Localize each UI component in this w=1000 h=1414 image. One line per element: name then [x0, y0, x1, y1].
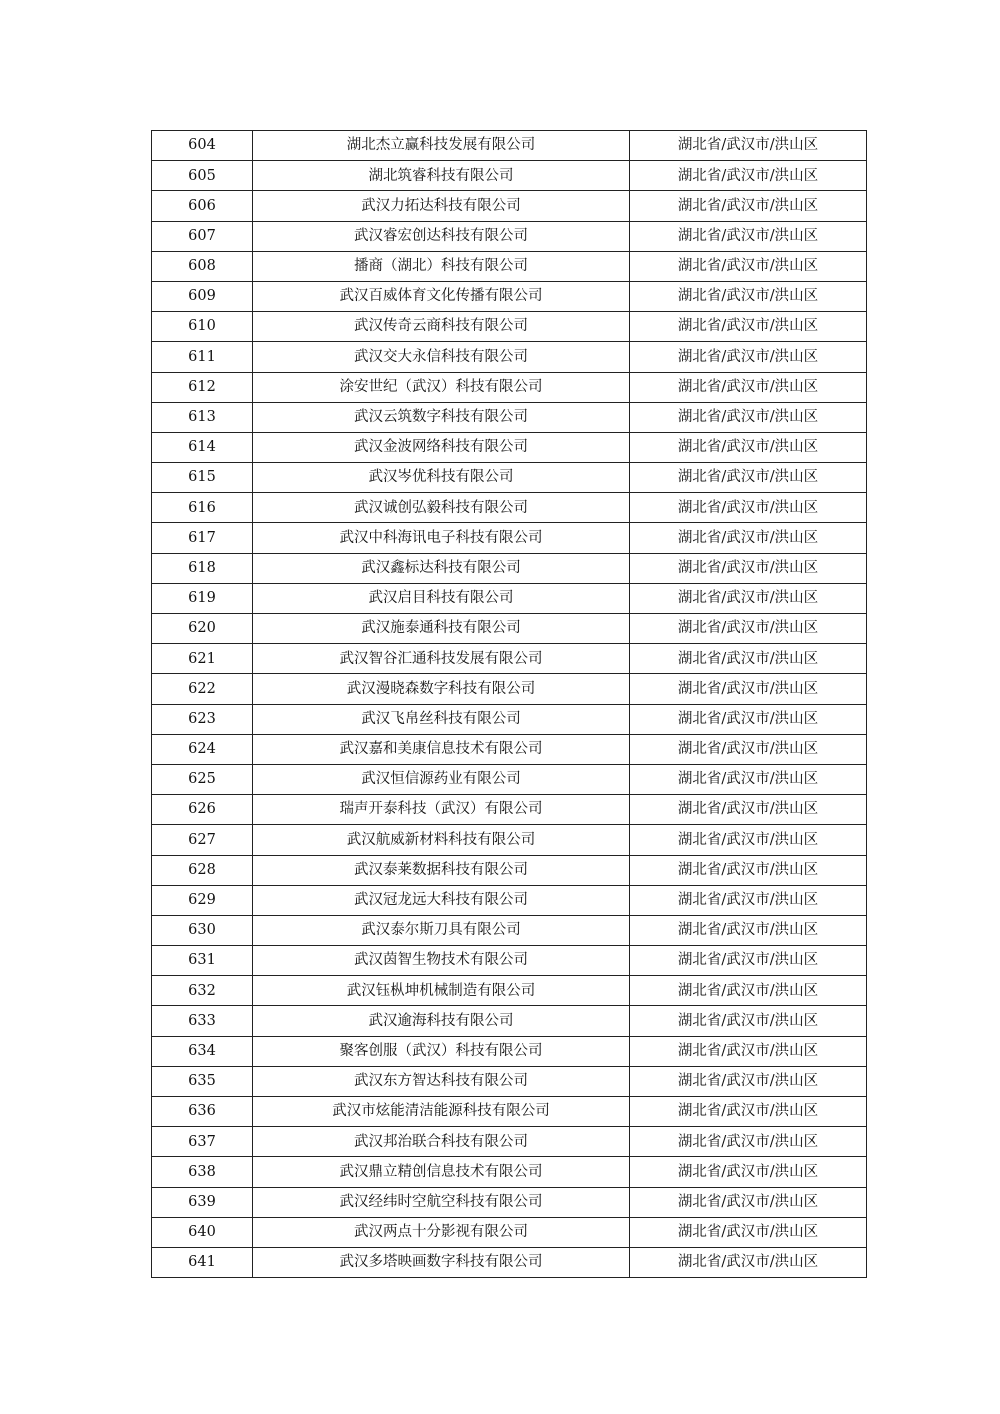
table-row: [152, 463, 867, 493]
location-cell: 湖北省/武汉市/洪山区: [630, 764, 867, 794]
location-cell: 湖北省/武汉市/洪山区: [630, 281, 867, 311]
table-row: [152, 644, 867, 674]
company-name-cell: 武汉睿宏创达科技有限公司: [253, 221, 630, 251]
company-name-cell: 武汉启目科技有限公司: [253, 583, 630, 613]
row-number-cell: 626: [152, 795, 253, 825]
location-cell: 湖北省/武汉市/洪山区: [630, 432, 867, 462]
location-cell: 湖北省/武汉市/洪山区: [630, 1127, 867, 1157]
company-name-cell: 武汉冠龙远大科技有限公司: [253, 885, 630, 915]
table-row: [152, 674, 867, 704]
table-row: [152, 553, 867, 583]
location-cell: 湖北省/武汉市/洪山区: [630, 644, 867, 674]
table-row: [152, 1187, 867, 1217]
location-cell: 湖北省/武汉市/洪山区: [630, 131, 867, 161]
row-number-cell: 636: [152, 1097, 253, 1127]
table-row: [152, 1247, 867, 1277]
company-name-cell: 播商（湖北）科技有限公司: [253, 251, 630, 281]
location-cell: 湖北省/武汉市/洪山区: [630, 1006, 867, 1036]
location-cell: 湖北省/武汉市/洪山区: [630, 1187, 867, 1217]
location-cell: 湖北省/武汉市/洪山区: [630, 825, 867, 855]
row-number-cell: 634: [152, 1036, 253, 1066]
company-name-cell: 武汉鑫标达科技有限公司: [253, 553, 630, 583]
location-cell: 湖北省/武汉市/洪山区: [630, 191, 867, 221]
company-name-cell: 武汉嘉和美康信息技术有限公司: [253, 734, 630, 764]
row-number-cell: 624: [152, 734, 253, 764]
row-number-cell: 613: [152, 402, 253, 432]
row-number-cell: 638: [152, 1157, 253, 1187]
company-list-table: [151, 130, 867, 1278]
table-row: [152, 372, 867, 402]
company-name-cell: 涂安世纪（武汉）科技有限公司: [253, 372, 630, 402]
location-cell: 湖北省/武汉市/洪山区: [630, 704, 867, 734]
row-number-cell: 625: [152, 764, 253, 794]
row-number-cell: 604: [152, 131, 253, 161]
company-name-cell: 武汉百威体育文化传播有限公司: [253, 281, 630, 311]
row-number-cell: 627: [152, 825, 253, 855]
table-row: [152, 1097, 867, 1127]
table-row: [152, 523, 867, 553]
table-row: [152, 342, 867, 372]
row-number-cell: 607: [152, 221, 253, 251]
row-number-cell: 631: [152, 946, 253, 976]
table-row: [152, 1217, 867, 1247]
company-name-cell: 武汉泰尔斯刀具有限公司: [253, 915, 630, 945]
row-number-cell: 606: [152, 191, 253, 221]
table-row: [152, 432, 867, 462]
company-name-cell: 武汉云筑数字科技有限公司: [253, 402, 630, 432]
table-row: [152, 976, 867, 1006]
table-row: [152, 946, 867, 976]
table-row: [152, 855, 867, 885]
table-row: [152, 221, 867, 251]
company-name-cell: 武汉恒信源药业有限公司: [253, 764, 630, 794]
location-cell: 湖北省/武汉市/洪山区: [630, 855, 867, 885]
row-number-cell: 612: [152, 372, 253, 402]
company-name-cell: 武汉茵智生物技术有限公司: [253, 946, 630, 976]
row-number-cell: 639: [152, 1187, 253, 1217]
company-name-cell: 瑞声开泰科技（武汉）有限公司: [253, 795, 630, 825]
company-name-cell: 武汉金波网络科技有限公司: [253, 432, 630, 462]
table-row: [152, 402, 867, 432]
table-row: [152, 614, 867, 644]
company-name-cell: 湖北杰立赢科技发展有限公司: [253, 131, 630, 161]
row-number-cell: 614: [152, 432, 253, 462]
row-number-cell: 640: [152, 1217, 253, 1247]
company-name-cell: 武汉飞帛丝科技有限公司: [253, 704, 630, 734]
table-row: [152, 131, 867, 161]
table-row: [152, 1127, 867, 1157]
row-number-cell: 611: [152, 342, 253, 372]
location-cell: 湖北省/武汉市/洪山区: [630, 372, 867, 402]
location-cell: 湖北省/武汉市/洪山区: [630, 251, 867, 281]
row-number-cell: 630: [152, 915, 253, 945]
company-name-cell: 武汉邦治联合科技有限公司: [253, 1127, 630, 1157]
row-number-cell: 621: [152, 644, 253, 674]
table-row: [152, 1066, 867, 1096]
company-name-cell: 武汉施泰通科技有限公司: [253, 614, 630, 644]
company-name-cell: 武汉漫晓森数字科技有限公司: [253, 674, 630, 704]
table-row: [152, 161, 867, 191]
row-number-cell: 633: [152, 1006, 253, 1036]
table-row: [152, 251, 867, 281]
location-cell: 湖北省/武汉市/洪山区: [630, 915, 867, 945]
table-row: [152, 1036, 867, 1066]
table-row: [152, 1006, 867, 1036]
row-number-cell: 616: [152, 493, 253, 523]
company-name-cell: 武汉钰枞坤机械制造有限公司: [253, 976, 630, 1006]
row-number-cell: 622: [152, 674, 253, 704]
location-cell: 湖北省/武汉市/洪山区: [630, 1097, 867, 1127]
row-number-cell: 610: [152, 312, 253, 342]
location-cell: 湖北省/武汉市/洪山区: [630, 312, 867, 342]
location-cell: 湖北省/武汉市/洪山区: [630, 1247, 867, 1277]
company-name-cell: 武汉鼎立精创信息技术有限公司: [253, 1157, 630, 1187]
company-name-cell: 湖北筑睿科技有限公司: [253, 161, 630, 191]
row-number-cell: 628: [152, 855, 253, 885]
table-row: [152, 734, 867, 764]
row-number-cell: 609: [152, 281, 253, 311]
table-row: [152, 312, 867, 342]
location-cell: 湖北省/武汉市/洪山区: [630, 1036, 867, 1066]
row-number-cell: 637: [152, 1127, 253, 1157]
row-number-cell: 617: [152, 523, 253, 553]
company-name-cell: 武汉东方智达科技有限公司: [253, 1066, 630, 1096]
table-row: [152, 191, 867, 221]
row-number-cell: 632: [152, 976, 253, 1006]
location-cell: 湖北省/武汉市/洪山区: [630, 946, 867, 976]
table-row: [152, 493, 867, 523]
table-row: [152, 825, 867, 855]
company-name-cell: 武汉逾海科技有限公司: [253, 1006, 630, 1036]
row-number-cell: 618: [152, 553, 253, 583]
location-cell: 湖北省/武汉市/洪山区: [630, 161, 867, 191]
company-name-cell: 武汉中科海讯电子科技有限公司: [253, 523, 630, 553]
company-name-cell: 武汉经纬时空航空科技有限公司: [253, 1187, 630, 1217]
location-cell: 湖北省/武汉市/洪山区: [630, 976, 867, 1006]
table-row: [152, 281, 867, 311]
location-cell: 湖北省/武汉市/洪山区: [630, 795, 867, 825]
company-name-cell: 聚客创服（武汉）科技有限公司: [253, 1036, 630, 1066]
location-cell: 湖北省/武汉市/洪山区: [630, 463, 867, 493]
row-number-cell: 608: [152, 251, 253, 281]
row-number-cell: 605: [152, 161, 253, 191]
location-cell: 湖北省/武汉市/洪山区: [630, 885, 867, 915]
location-cell: 湖北省/武汉市/洪山区: [630, 493, 867, 523]
company-name-cell: 武汉传奇云商科技有限公司: [253, 312, 630, 342]
table-row: [152, 583, 867, 613]
table-row: [152, 915, 867, 945]
location-cell: 湖北省/武汉市/洪山区: [630, 342, 867, 372]
table-row: [152, 704, 867, 734]
location-cell: 湖北省/武汉市/洪山区: [630, 583, 867, 613]
table-row: [152, 1157, 867, 1187]
table-body: [152, 131, 867, 1278]
company-name-cell: 武汉智谷汇通科技发展有限公司: [253, 644, 630, 674]
company-name-cell: 武汉航威新材料科技有限公司: [253, 825, 630, 855]
location-cell: 湖北省/武汉市/洪山区: [630, 674, 867, 704]
row-number-cell: 615: [152, 463, 253, 493]
row-number-cell: 620: [152, 614, 253, 644]
company-name-cell: 武汉力拓达科技有限公司: [253, 191, 630, 221]
table-row: [152, 764, 867, 794]
row-number-cell: 623: [152, 704, 253, 734]
company-name-cell: 武汉两点十分影视有限公司: [253, 1217, 630, 1247]
location-cell: 湖北省/武汉市/洪山区: [630, 1217, 867, 1247]
table-row: [152, 885, 867, 915]
location-cell: 湖北省/武汉市/洪山区: [630, 402, 867, 432]
location-cell: 湖北省/武汉市/洪山区: [630, 523, 867, 553]
company-name-cell: 武汉诚创弘毅科技有限公司: [253, 493, 630, 523]
table-row: [152, 795, 867, 825]
location-cell: 湖北省/武汉市/洪山区: [630, 734, 867, 764]
company-name-cell: 武汉市炫能清洁能源科技有限公司: [253, 1097, 630, 1127]
company-name-cell: 武汉岑优科技有限公司: [253, 463, 630, 493]
row-number-cell: 635: [152, 1066, 253, 1096]
row-number-cell: 619: [152, 583, 253, 613]
row-number-cell: 641: [152, 1247, 253, 1277]
location-cell: 湖北省/武汉市/洪山区: [630, 221, 867, 251]
row-number-cell: 629: [152, 885, 253, 915]
location-cell: 湖北省/武汉市/洪山区: [630, 1157, 867, 1187]
company-name-cell: 武汉多塔映画数字科技有限公司: [253, 1247, 630, 1277]
location-cell: 湖北省/武汉市/洪山区: [630, 614, 867, 644]
location-cell: 湖北省/武汉市/洪山区: [630, 553, 867, 583]
location-cell: 湖北省/武汉市/洪山区: [630, 1066, 867, 1096]
company-name-cell: 武汉交大永信科技有限公司: [253, 342, 630, 372]
company-name-cell: 武汉泰莱数据科技有限公司: [253, 855, 630, 885]
